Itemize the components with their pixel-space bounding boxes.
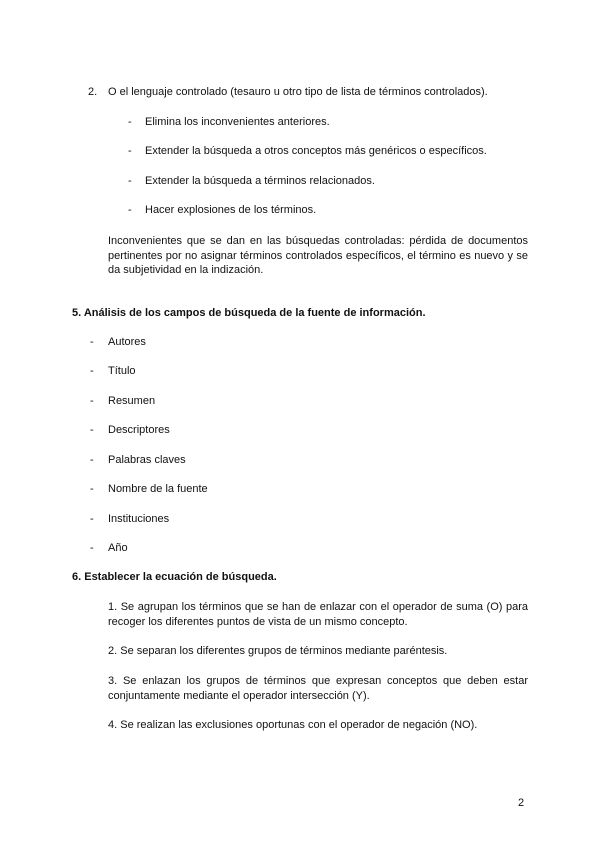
field-item: Nombre de la fuente — [108, 483, 208, 495]
inconvenientes-paragraph: Inconvenientes que se dan en las búsquedas controladas: pérdida de documentos pertinentes por no asignar términos controlados específicos, el término es nuevo y se da subjetividad en la indización. — [108, 235, 528, 276]
bullet-dash: - — [90, 513, 94, 525]
section-6-heading: 6. Establecer la ecuación de búsqueda. — [72, 571, 277, 583]
bullet-dash: - — [128, 116, 132, 128]
benefit-item: Elimina los inconvenientes anteriores. — [145, 116, 330, 128]
item-number: 2. — [88, 86, 98, 98]
benefit-item: Hacer explosiones de los términos. — [145, 204, 317, 216]
field-item: Resumen — [108, 395, 156, 407]
step-paragraph: 1. Se agrupan los términos que se han de enlazar con el operador de suma (O) para recoger los diferentes puntos de vista de un mismo concepto. — [108, 601, 528, 628]
bullet-dash: - — [128, 175, 132, 187]
bullet-dash: - — [90, 424, 94, 436]
step-paragraph: 3. Se enlazan los grupos de términos que expresan conceptos que deben estar conjuntamente mediante el operador intersección (Y). — [108, 675, 528, 702]
bullet-dash: - — [90, 454, 94, 466]
bullet-dash: - — [90, 483, 94, 495]
field-item: Descriptores — [108, 424, 170, 436]
bullet-dash: - — [90, 542, 94, 554]
item-text: O el lenguaje controlado (tesauro u otro tipo de lista de términos controlados). — [108, 86, 488, 98]
bullet-dash: - — [90, 365, 94, 377]
bullet-dash: - — [128, 204, 132, 216]
step-paragraph: 2. Se separan los diferentes grupos de términos mediante paréntesis. — [108, 645, 448, 657]
bullet-dash: - — [90, 395, 94, 407]
field-item: Palabras claves — [108, 454, 186, 466]
field-item: Título — [108, 365, 136, 377]
benefit-item: Extender la búsqueda a otros conceptos más genéricos o específicos. — [145, 145, 487, 157]
step-paragraph: 4. Se realizan las exclusiones oportunas con el operador de negación (NO). — [108, 719, 478, 731]
numbered-item — [88, 86, 488, 98]
section-5-heading: 5. Análisis de los campos de búsqueda de la fuente de información. — [72, 307, 426, 319]
field-item: Instituciones — [108, 513, 170, 525]
benefit-item: Extender la búsqueda a términos relacionados. — [145, 175, 375, 187]
bullet-dash: - — [90, 336, 94, 348]
bullet-dash: - — [128, 145, 132, 157]
field-item: Autores — [108, 336, 146, 348]
page-number: 2 — [518, 797, 525, 809]
field-item: Año — [108, 542, 128, 554]
